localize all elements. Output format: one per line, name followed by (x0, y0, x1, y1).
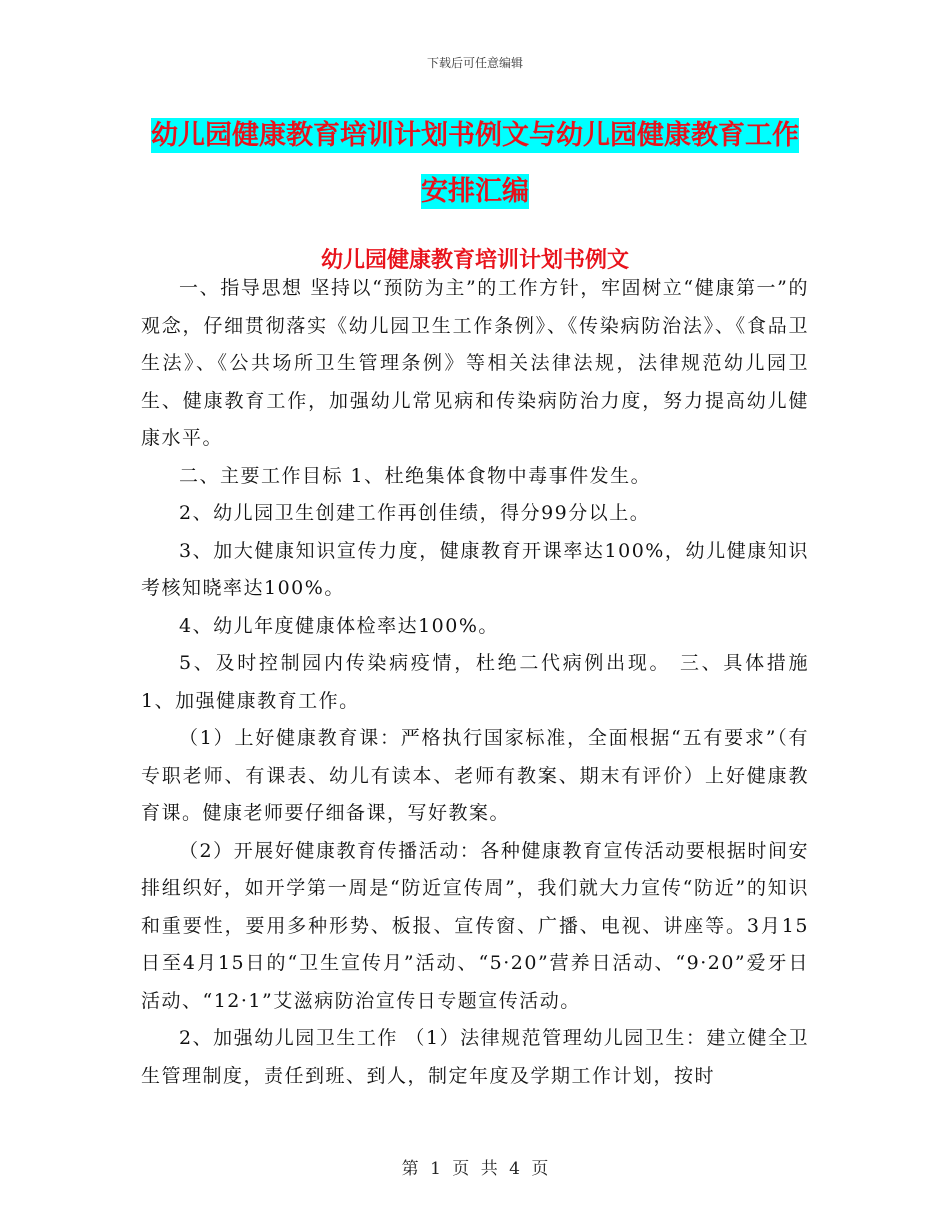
document-body (141, 270, 809, 1095)
paragraph: （1）上好健康教育课：严格执行国家标准，全面根据“五有要求”（有专职老师、有课表、幼儿有读本、老师有教案、期末有评价）上好健康教育课。健康老师要仔细备课，写好教案。 (141, 727, 809, 824)
page-footer: 第 1 页 共 4 页 (401, 1159, 549, 1179)
document-title-text: 幼儿园健康教育培训计划书例文与幼儿园健康教育工作安排汇编 (151, 120, 799, 207)
paragraph: 3、加大健康知识宣传力度，健康教育开课率达100%，幼儿健康知识考核知晓率达100%。 (141, 539, 809, 599)
paragraph: 2、加强幼儿园卫生工作 （1）法律规范管理幼儿园卫生：建立健全卫生管理制度，责任到班、到人，制定年度及学期工作计划，按时 (141, 1027, 809, 1087)
document-title (140, 108, 810, 220)
paragraph: （2）开展好健康教育传播活动：各种健康教育宣传活动要根据时间安排组织好，如开学第一周是“防近宣传周”，我们就大力宣传“防近”的知识和重要性，要用多种形势、板报、宣传窗、广播、电视、讲座等。3月15日至4月15日的“卫生宣传月”活动、“5·20”营养日活动、“9·20”爱牙日活动、“12·1”艾滋病防治宣传日专题宣传活动。 (141, 839, 809, 1012)
paragraph: 2、幼儿园卫生创建工作再创佳绩，得分99分以上。 (179, 502, 651, 524)
paragraph: 一、指导思想 坚持以“预防为主”的工作方针，牢固树立“健康第一”的观念，仔细贯彻落实《幼儿园卫生工作条例》、《传染病防治法》、《食品卫生法》、《公共场所卫生管理条例》等相关法律法规，法律规范幼儿园卫生、健康教育工作，加强幼儿常见病和传染病防治力度，努力提高幼儿健康水平。 (141, 277, 809, 449)
section-title: 幼儿园健康教育培训计划书例文 (320, 247, 629, 273)
paragraph: 5、及时控制园内传染病疫情，杜绝二代病例出现。 三、具体措施 1、加强健康教育工作。 (141, 652, 809, 712)
paragraph: 4、幼儿年度健康体检率达100%。 (179, 614, 499, 637)
paragraph: 二、主要工作目标 1、杜绝集体食物中毒事件发生。 (179, 464, 652, 487)
page-header-note: 下载后可任意编辑 (426, 56, 523, 70)
